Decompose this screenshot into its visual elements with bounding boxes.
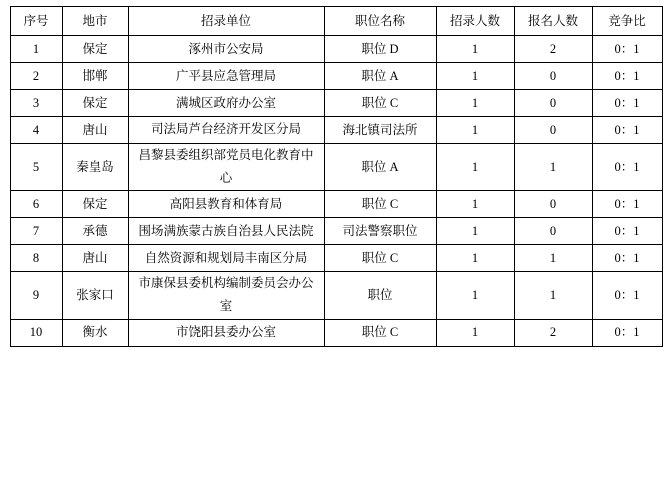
column-header-applicant-count: 报名人数	[514, 7, 592, 36]
cell-plan-count: 1	[436, 272, 514, 319]
cell-applicant-count: 0	[514, 63, 592, 90]
cell-unit: 司法局芦台经济开发区分局	[128, 117, 324, 144]
cell-unit: 围场满族蒙古族自治县人民法院	[128, 218, 324, 245]
cell-position: 职位 C	[324, 90, 436, 117]
cell-applicant-count: 2	[514, 36, 592, 63]
table-row	[10, 272, 662, 319]
cell-city: 承德	[62, 218, 128, 245]
cell-index: 9	[10, 272, 62, 319]
cell-plan-count: 1	[436, 144, 514, 191]
cell-applicant-count: 0	[514, 218, 592, 245]
column-header-plan-count: 招录人数	[436, 7, 514, 36]
cell-position: 职位 A	[324, 63, 436, 90]
cell-index: 1	[10, 36, 62, 63]
cell-plan-count: 1	[436, 218, 514, 245]
cell-position: 职位 C	[324, 245, 436, 272]
cell-position: 职位 C	[324, 191, 436, 218]
cell-plan-count: 1	[436, 117, 514, 144]
cell-index: 4	[10, 117, 62, 144]
cell-unit: 广平县应急管理局	[128, 63, 324, 90]
table-header	[10, 7, 662, 36]
cell-competition-ratio: 0：1	[592, 36, 662, 63]
cell-index: 5	[10, 144, 62, 191]
cell-position: 职位 D	[324, 36, 436, 63]
column-header-city: 地市	[62, 7, 128, 36]
table-row	[10, 63, 662, 90]
cell-index: 10	[10, 319, 62, 346]
cell-city: 邯郸	[62, 63, 128, 90]
cell-applicant-count: 1	[514, 144, 592, 191]
cell-position: 职位	[324, 272, 436, 319]
cell-position: 职位 A	[324, 144, 436, 191]
table-row	[10, 191, 662, 218]
cell-applicant-count: 2	[514, 319, 592, 346]
cell-applicant-count: 1	[514, 245, 592, 272]
cell-competition-ratio: 0：1	[592, 218, 662, 245]
cell-unit: 高阳县教育和体育局	[128, 191, 324, 218]
column-header-position: 职位名称	[324, 7, 436, 36]
cell-competition-ratio: 0：1	[592, 117, 662, 144]
cell-index: 7	[10, 218, 62, 245]
cell-plan-count: 1	[436, 191, 514, 218]
cell-unit: 市饶阳县委办公室	[128, 319, 324, 346]
cell-index: 6	[10, 191, 62, 218]
cell-unit: 自然资源和规划局丰南区分局	[128, 245, 324, 272]
cell-competition-ratio: 0：1	[592, 272, 662, 319]
table-row	[10, 36, 662, 63]
cell-applicant-count: 0	[514, 90, 592, 117]
cell-city: 唐山	[62, 245, 128, 272]
cell-index: 3	[10, 90, 62, 117]
table-row	[10, 245, 662, 272]
cell-competition-ratio: 0：1	[592, 319, 662, 346]
recruitment-table	[10, 6, 663, 347]
cell-index: 8	[10, 245, 62, 272]
cell-position: 司法警察职位	[324, 218, 436, 245]
table-body	[10, 36, 662, 347]
cell-plan-count: 1	[436, 36, 514, 63]
cell-city: 张家口	[62, 272, 128, 319]
cell-city: 保定	[62, 90, 128, 117]
cell-city: 保定	[62, 36, 128, 63]
cell-position: 海北镇司法所	[324, 117, 436, 144]
column-header-unit: 招录单位	[128, 7, 324, 36]
cell-city: 唐山	[62, 117, 128, 144]
cell-unit: 昌黎县委组织部党员电化教育中心	[128, 144, 324, 191]
cell-applicant-count: 0	[514, 191, 592, 218]
cell-competition-ratio: 0：1	[592, 191, 662, 218]
cell-city: 衡水	[62, 319, 128, 346]
table-row	[10, 144, 662, 191]
cell-city: 保定	[62, 191, 128, 218]
cell-plan-count: 1	[436, 90, 514, 117]
table-row	[10, 319, 662, 346]
cell-plan-count: 1	[436, 245, 514, 272]
cell-unit: 市康保县委机构编制委员会办公室	[128, 272, 324, 319]
cell-unit: 满城区政府办公室	[128, 90, 324, 117]
cell-plan-count: 1	[436, 319, 514, 346]
cell-competition-ratio: 0：1	[592, 63, 662, 90]
cell-position: 职位 C	[324, 319, 436, 346]
cell-competition-ratio: 0：1	[592, 144, 662, 191]
cell-competition-ratio: 0：1	[592, 90, 662, 117]
table-row	[10, 218, 662, 245]
column-header-competition-ratio: 竞争比	[592, 7, 662, 36]
column-header-index: 序号	[10, 7, 62, 36]
table-header-row	[10, 7, 662, 36]
cell-unit: 涿州市公安局	[128, 36, 324, 63]
cell-applicant-count: 0	[514, 117, 592, 144]
cell-applicant-count: 1	[514, 272, 592, 319]
table-row	[10, 90, 662, 117]
table-row	[10, 117, 662, 144]
cell-city: 秦皇岛	[62, 144, 128, 191]
cell-plan-count: 1	[436, 63, 514, 90]
cell-index: 2	[10, 63, 62, 90]
cell-competition-ratio: 0：1	[592, 245, 662, 272]
